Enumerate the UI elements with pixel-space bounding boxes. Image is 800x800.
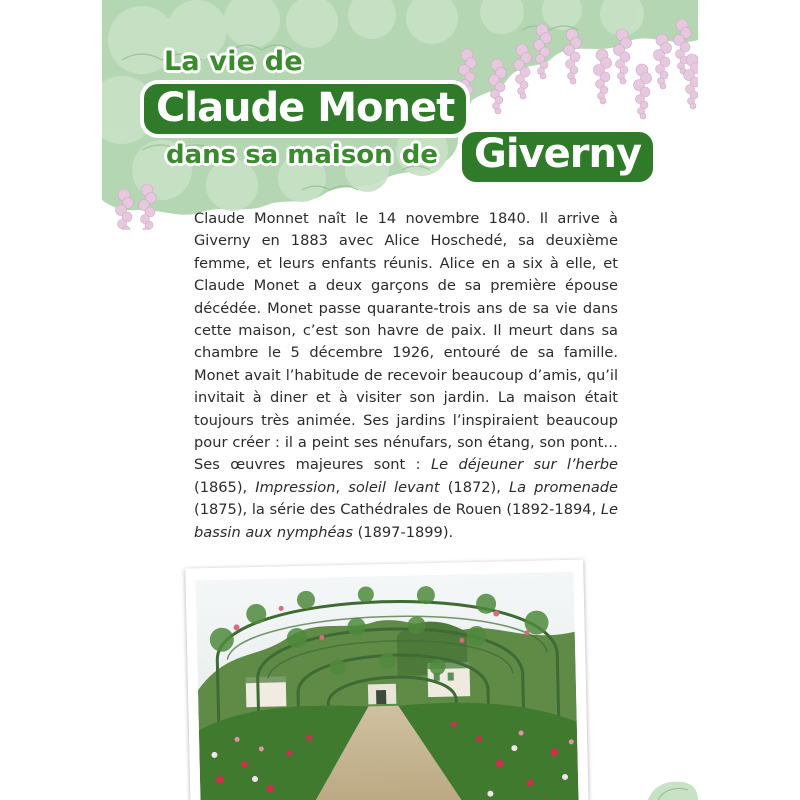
body-text-segment: (1865), (194, 478, 256, 496)
body-text-segment: (1875), la série des Cathédrales de Rouen (1892-1894, (194, 501, 601, 519)
title-line-4: Giverny (458, 128, 657, 186)
work-title: Impression (255, 478, 336, 496)
work-title: soleil levant (348, 478, 440, 496)
body-text-segment: (1872), (439, 478, 509, 496)
work-title: Le bassin aux nymphéas (194, 501, 618, 541)
photo-frame (185, 560, 589, 800)
title-line-1: La vie de (164, 46, 303, 77)
body-text-segment: , (335, 478, 349, 496)
body-text-segment: (1897-1899). (352, 523, 454, 541)
title-line-2: Claude Monet (140, 80, 470, 138)
garden-arch-path-photo (195, 572, 578, 800)
title-line-3: dans sa maison de (166, 140, 438, 170)
work-title: La promenade (509, 478, 619, 496)
title-block (102, 0, 698, 200)
biography-paragraph (194, 208, 618, 544)
book-page (102, 0, 698, 800)
work-title: Le déjeuner sur l’herbe (430, 456, 618, 474)
body-text-main: Claude Monnet naît le 14 novembre 1840. Il arrive à Giverny en 1883 avec Alice Hoschedé, sa deuxième femme, et leurs enfants réunis. Alice en a six à elle, et Claude Monet a deux garçons de sa première épouse décédée. Monet passe quarante-trois ans de sa vie dans cette maison, c’est son havre de paix. Il meurt dans sa chambre le 5 décembre 1926, entouré de sa famille. Monet avait l’habitude de recevoir beaucoup d’amis, qu’il invitait à diner et à visiter son jardin. La maison était toujours très animée. Ses jardins l’inspiraient beaucoup pour créer : il a peint ses nénufars, son étang, son pont… Ses œuvres majeures sont : (194, 210, 618, 474)
leaf-decoration-icon (638, 770, 698, 800)
